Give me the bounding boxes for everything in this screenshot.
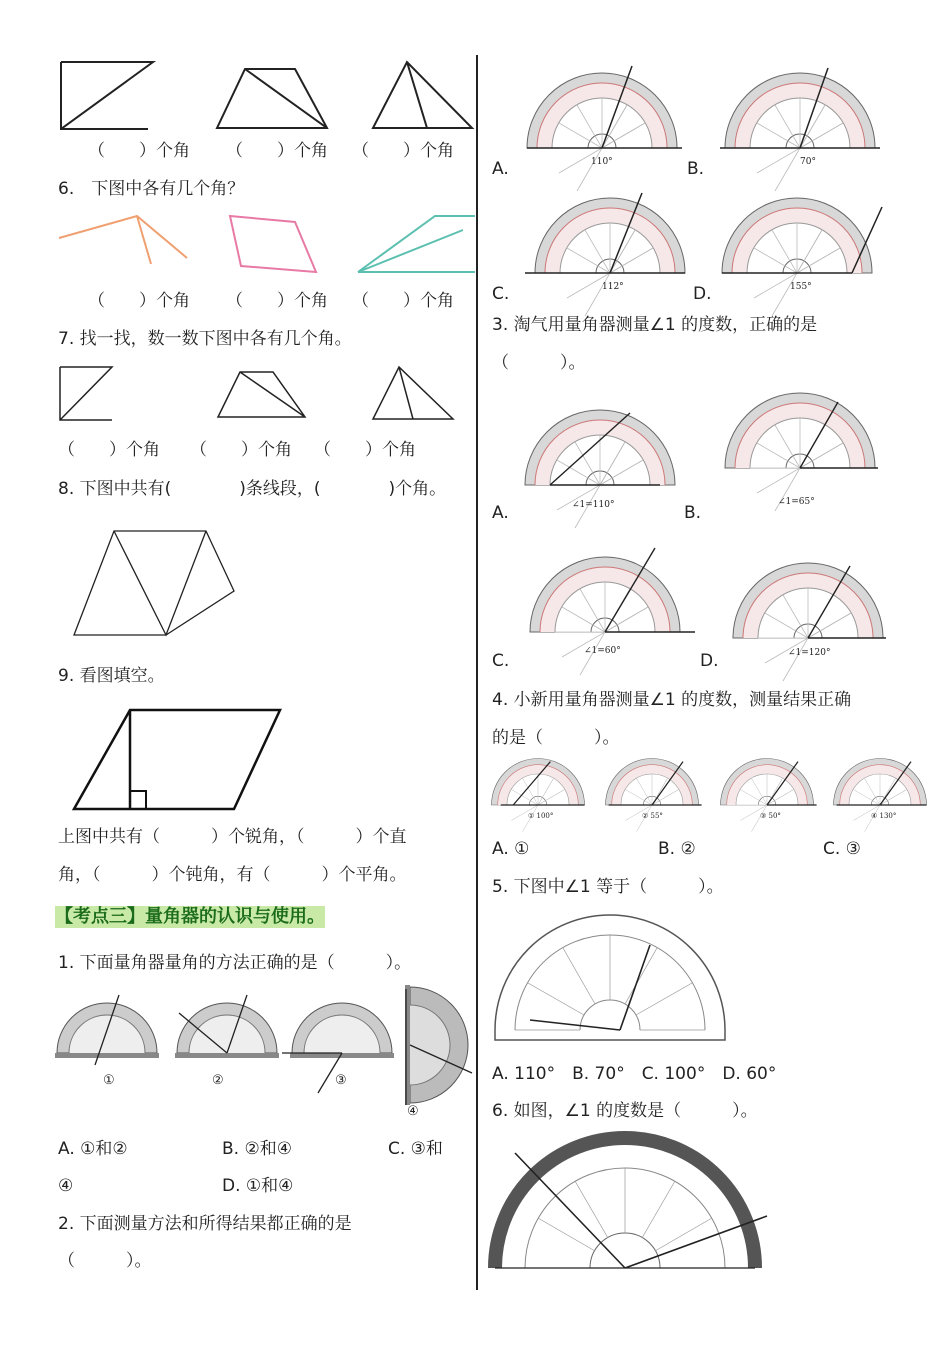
p2-option-b[interactable]: B. — [687, 159, 705, 179]
q5-blank-3[interactable]: （ ）个角 — [352, 141, 454, 161]
p5-title: 5. 下图中∠1 等于（ ）。 — [492, 877, 724, 897]
q8-title: 8. 下图中共有( )条线段，( )个角。 — [58, 479, 447, 499]
p3-option-d[interactable]: D. — [700, 651, 719, 671]
q7-blank-1[interactable]: （ ）个角 — [58, 440, 160, 460]
column-divider — [476, 55, 478, 1290]
q9-line-2[interactable]: 角，（ ）个钝角，有（ ）个平角。 — [58, 865, 407, 885]
p2-protractors — [490, 60, 890, 300]
p2-caption-b: 70° — [800, 157, 816, 167]
p3-blank[interactable]: （ ）。 — [492, 353, 586, 373]
q9-line-1[interactable]: 上图中共有（ ）个锐角，（ ）个直 — [58, 827, 407, 847]
p3-caption-d: ∠1=120° — [788, 648, 831, 658]
q9-title: 9. 看图填空。 — [58, 666, 165, 686]
p4-title-cont: 的是（ ）。 — [492, 728, 620, 748]
p1-option-b[interactable]: B. ②和④ — [222, 1139, 292, 1159]
q5-figures — [55, 55, 475, 135]
q6-title: 6. 下图中各有几个角？ — [58, 179, 245, 199]
p1-option-d[interactable]: D. ①和④ — [222, 1176, 294, 1196]
p3-option-a[interactable]: A. — [492, 503, 509, 523]
p1-option-a[interactable]: A. ①和② — [58, 1139, 128, 1159]
p1-label-4: ④ — [407, 1104, 419, 1119]
p2-option-c[interactable]: C. — [492, 284, 510, 304]
p1-protractors — [55, 985, 475, 1115]
p2-caption-d: 155° — [790, 282, 812, 292]
p2-caption-c: 112° — [602, 282, 624, 292]
p2-blank[interactable]: （ ）。 — [58, 1251, 152, 1271]
q5-blank-2[interactable]: （ ）个角 — [226, 141, 328, 161]
p4-option-c[interactable]: C. ③ — [823, 839, 861, 859]
p2-option-a[interactable]: A. — [492, 159, 509, 179]
p6-title: 6. 如图，∠1 的度数是（ ）。 — [492, 1101, 758, 1121]
p4-caption-2: ② 55° — [642, 812, 663, 820]
p4-protractors — [490, 755, 930, 815]
p6-protractor — [492, 1135, 772, 1285]
p3-option-c[interactable]: C. — [492, 651, 510, 671]
p2-option-d[interactable]: D. — [693, 284, 712, 304]
p2-title: 2. 下面测量方法和所得结果都正确的是 — [58, 1214, 352, 1234]
q6-blank-2[interactable]: （ ）个角 — [226, 291, 328, 311]
p4-title: 4. 小新用量角器测量∠1 的度数，测量结果正确 — [492, 690, 852, 710]
p4-caption-3: ③ 50° — [760, 812, 781, 820]
q5-blank-1[interactable]: （ ）个角 — [88, 141, 190, 161]
p3-title: 3. 淘气用量角器测量∠1 的度数，正确的是 — [492, 315, 818, 335]
p1-option-c-cont[interactable]: ④ — [58, 1176, 74, 1196]
p4-option-b[interactable]: B. ② — [658, 839, 696, 859]
p4-option-a[interactable]: A. ① — [492, 839, 530, 859]
p5-protractor — [495, 915, 735, 1045]
p1-label-3: ③ — [335, 1073, 347, 1088]
p3-caption-a: ∠1=110° — [572, 500, 615, 510]
p3-option-b[interactable]: B. — [684, 503, 702, 523]
q9-figure — [70, 705, 290, 815]
p3-caption-b: ∠1=65° — [778, 497, 815, 507]
p1-title: 1. 下面量角器量角的方法正确的是（ ）。 — [58, 953, 412, 973]
p1-label-2: ② — [212, 1073, 224, 1088]
p4-caption-4: ④ 130° — [871, 812, 897, 820]
q6-blank-1[interactable]: （ ）个角 — [88, 291, 190, 311]
q7-title: 7. 找一找，数一数下图中各有几个角。 — [58, 329, 352, 349]
p4-caption-1: ① 100° — [528, 812, 554, 820]
p3-caption-c: ∠1=60° — [584, 646, 621, 656]
p3-protractors — [490, 400, 890, 660]
q7-figures — [55, 362, 475, 422]
q7-blank-2[interactable]: （ ）个角 — [190, 440, 292, 460]
q7-blank-3[interactable]: （ ）个角 — [314, 440, 416, 460]
p1-label-1: ① — [103, 1073, 115, 1088]
p5-options[interactable]: A. 110° B. 70° C. 100° D. 60° — [492, 1064, 777, 1084]
section-title: 【考点三】量角器的认识与使用。 — [55, 906, 325, 927]
q6-blank-3[interactable]: （ ）个角 — [352, 291, 454, 311]
p1-option-c[interactable]: C. ③和 — [388, 1139, 443, 1159]
q6-figures — [55, 208, 475, 278]
p2-caption-a: 110° — [591, 157, 613, 167]
q8-figure — [70, 525, 250, 645]
